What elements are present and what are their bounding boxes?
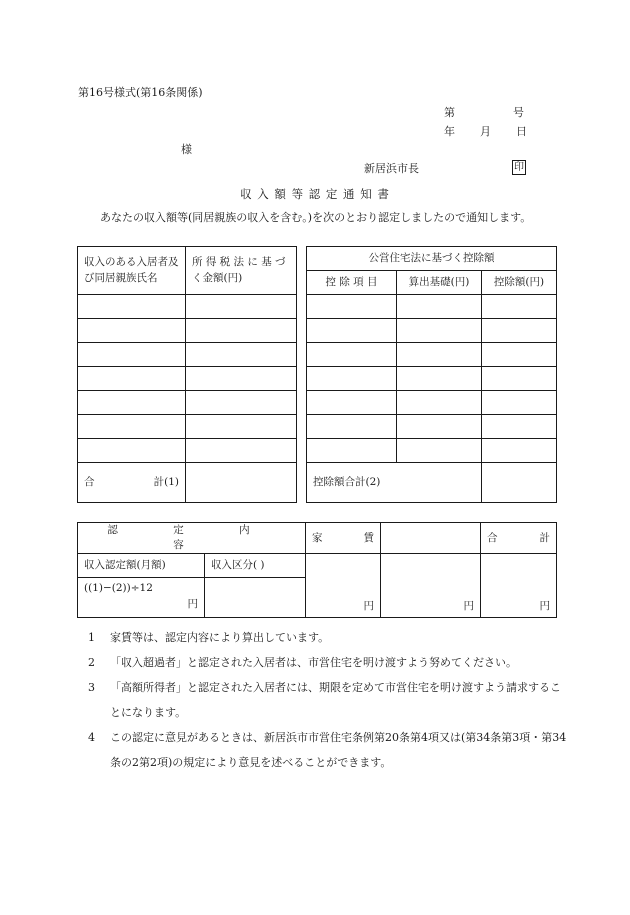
- deduction-amount-header: 控除額(円): [482, 271, 557, 295]
- date-month: 月: [480, 125, 491, 138]
- rent-amount-cell: 円: [381, 554, 481, 618]
- income-amount-header: 所 得 税 法 に 基 づく金額(円): [186, 247, 297, 295]
- intro-paragraph: あなたの収入額等(同居親族の収入を含む。)を次のとおり認定しましたので通知します。: [100, 211, 532, 224]
- deduction-group-header: 公営住宅法に基づく控除額: [307, 247, 557, 271]
- table-row: [307, 295, 557, 319]
- rent-value: [381, 523, 481, 554]
- issuer: 新居浜市長: [364, 162, 419, 175]
- table-row: [78, 439, 297, 463]
- deduction-table: [306, 246, 557, 503]
- date-day: 日: [516, 125, 527, 138]
- number-label-go: 号: [513, 106, 524, 119]
- income-name-header: 収入のある入居者及び同居親族氏名: [78, 247, 186, 295]
- document-title: 収 入 額 等 認 定 通 知 書: [240, 187, 390, 201]
- table-row: [307, 439, 557, 463]
- income-total-value: [186, 463, 297, 503]
- income-table: [77, 246, 297, 503]
- table-row: [78, 343, 297, 367]
- form-number: 第16号様式(第16条関係): [78, 86, 203, 99]
- table-row: [307, 367, 557, 391]
- date-year: 年: [444, 125, 455, 138]
- table-row: [307, 391, 557, 415]
- result-table: [77, 522, 557, 618]
- deduction-total-value: [482, 463, 557, 503]
- table-row: [78, 295, 297, 319]
- table-row: [78, 319, 297, 343]
- income-formula-cell: ((1)−(2))÷12 円: [78, 578, 205, 618]
- list-item: 3 「高額所得者」と認定された入居者には、期限を定めて市営住宅を明け渡すよう請求することになります。: [88, 681, 561, 719]
- table-row: [78, 367, 297, 391]
- table-row: [307, 319, 557, 343]
- income-class-label: 収入区分( ): [205, 554, 306, 578]
- number-label-dai: 第: [444, 106, 455, 119]
- notes-list: [88, 625, 568, 775]
- income-class-value: [205, 578, 306, 618]
- income-total-label: 合 計(1): [78, 463, 186, 503]
- addressee-suffix: 様: [181, 143, 192, 156]
- table-row: [78, 415, 297, 439]
- income-amount-label: 収入認定額(月額): [78, 554, 205, 578]
- table-row: [78, 391, 297, 415]
- table-row: [307, 415, 557, 439]
- income-formula: ((1)−(2))÷12: [84, 582, 153, 595]
- content-header: 認 定 内 容: [78, 523, 306, 554]
- rent-header: 家 賃: [306, 523, 381, 554]
- deduction-basis-header: 算出基礎(円): [397, 271, 482, 295]
- total-header: 合 計: [481, 523, 557, 554]
- deduction-item-header: 控 除 項 目: [307, 271, 397, 295]
- deduction-total-label: 控除額合計(2): [307, 463, 482, 503]
- seal-stamp: 印: [514, 162, 524, 173]
- total-cell: 円: [481, 554, 557, 618]
- table-row: [307, 343, 557, 367]
- rent-cell: 円: [306, 554, 381, 618]
- list-item: 2 「収入超過者」と認定された入居者は、市営住宅を明け渡すよう努めてください。: [88, 656, 517, 669]
- list-item: 1 家賃等は、認定内容により算出しています。: [88, 631, 330, 644]
- list-item: 4 この認定に意見があるときは、新居浜市市営住宅条例第20条第4項又は(第34条第3項・第34条の2第2項)の規定により意見を述べることができます。: [88, 731, 567, 769]
